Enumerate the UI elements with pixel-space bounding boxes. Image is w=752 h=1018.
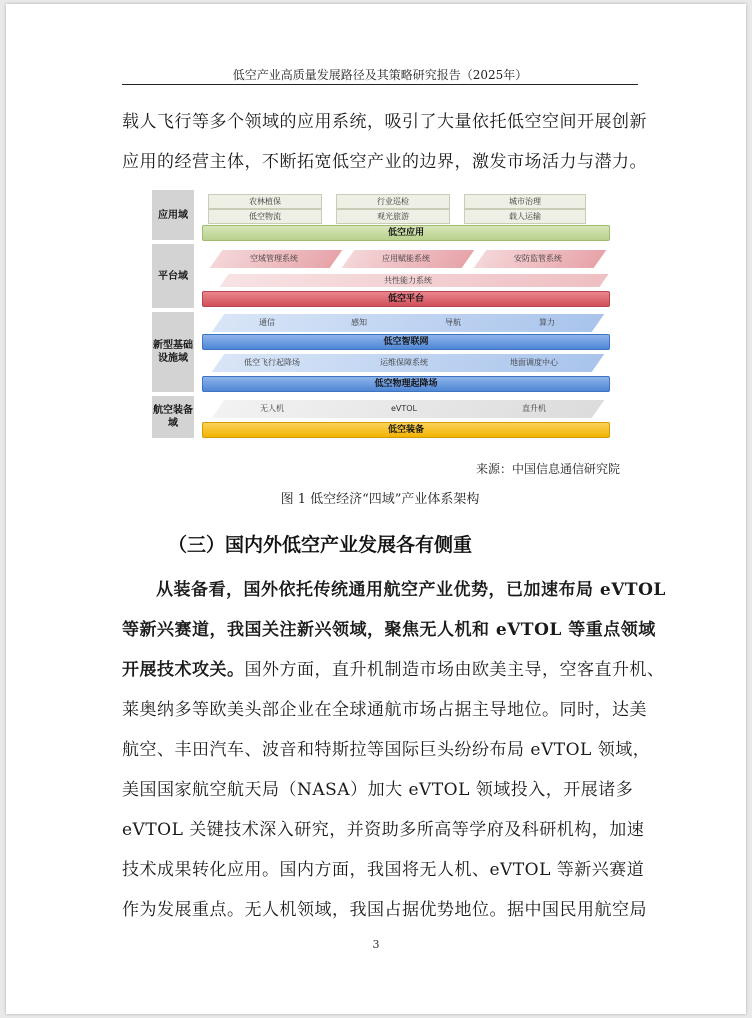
- bar-low-altitude-physical-landing: 低空物理起降场: [202, 376, 610, 392]
- intro-paragraph: [122, 102, 647, 182]
- platform-item: 安防监管系统: [514, 254, 562, 263]
- domain-label-infrastructure: 新型基础设施域: [152, 312, 194, 392]
- header-rule: [122, 84, 638, 85]
- equipment-item: 无人机: [260, 404, 284, 413]
- shared-capability-system: 共性能力系统: [384, 276, 432, 285]
- app-item: 行业巡检: [336, 194, 450, 209]
- running-header: 低空产业高质量发展路径及其策略研究报告（2025年）: [232, 68, 528, 82]
- app-item: 低空物流: [208, 209, 322, 224]
- document-page: [6, 4, 746, 1014]
- infra-item: 地面调度中心: [510, 358, 558, 367]
- text-run: 国外方面，直升机制造市场由欧美主导，空客直升机、: [244, 660, 665, 680]
- infra-item: 感知: [351, 318, 367, 327]
- infra-item: 导航: [445, 318, 461, 327]
- app-item: 城市治理: [464, 194, 586, 209]
- bar-low-altitude-application: 低空应用: [202, 225, 610, 241]
- platform-item: 应用赋能系统: [382, 254, 430, 263]
- app-item: 观光旅游: [336, 209, 450, 224]
- domain-label-equipment: 航空装备域: [152, 396, 194, 438]
- section-heading: （三）国内外低空产业发展各有侧重: [168, 534, 473, 556]
- bold-run: 开展技术攻关。: [122, 660, 245, 680]
- text-line: 莱奥纳多等欧美头部企业在全球通航市场占据主导地位。同时，达美: [122, 700, 647, 720]
- figure-source: 来源：中国信息通信研究院: [476, 462, 621, 476]
- body-paragraph: [122, 570, 666, 930]
- figure-caption: 图 1 低空经济“四域”产业体系架构: [280, 492, 480, 507]
- text-line: eVTOL 关键技术深入研究，并资助多所高等学府及科研机构，加速: [122, 820, 645, 840]
- domain-label-application: 应用域: [152, 190, 194, 240]
- infra-item: 通信: [259, 318, 275, 327]
- four-domain-diagram: [152, 190, 608, 438]
- platform-item: 空域管理系统: [250, 254, 298, 263]
- text-line: 等新兴赛道，我国关注新兴领域，聚焦无人机和 eVTOL 等重点领域: [122, 620, 656, 640]
- bar-low-altitude-platform: 低空平台: [202, 291, 610, 307]
- infra-item: 运维保障系统: [380, 358, 428, 367]
- text-line: 技术成果转化应用。国内方面，我国将无人机、eVTOL 等新兴赛道: [122, 860, 645, 880]
- text-line: 应用的经营主体，不断拓宽低空产业的边界，激发市场活力与潜力。: [122, 152, 647, 172]
- page-number: 3: [372, 938, 380, 951]
- infra-item: 算力: [539, 318, 555, 327]
- text-line: 从装备看，国外依托传统通用航空产业优势，已加速布局 eVTOL: [156, 580, 666, 600]
- text-line: 载人飞行等多个领域的应用系统，吸引了大量依托低空空间开展创新: [122, 112, 647, 132]
- domain-label-platform: 平台域: [152, 244, 194, 308]
- text-line: 作为发展重点。无人机领域，我国占据优势地位。据中国民用航空局: [122, 900, 647, 920]
- equipment-item: 直升机: [522, 404, 546, 413]
- text-line: [122, 650, 665, 690]
- infra-item: 低空飞行起降场: [244, 358, 300, 367]
- text-line: 美国国家航空航天局（NASA）加大 eVTOL 领域投入，开展诸多: [122, 780, 634, 800]
- app-item: 载人运输: [464, 209, 586, 224]
- equipment-item: eVTOL: [390, 404, 418, 413]
- text-line: 航空、丰田汽车、波音和特斯拉等国际巨头纷纷布局 eVTOL 领域，: [122, 740, 651, 760]
- app-item: 农林植保: [208, 194, 322, 209]
- bar-low-altitude-smart-network: 低空智联网: [202, 334, 610, 350]
- bar-low-altitude-equipment: 低空装备: [202, 422, 610, 438]
